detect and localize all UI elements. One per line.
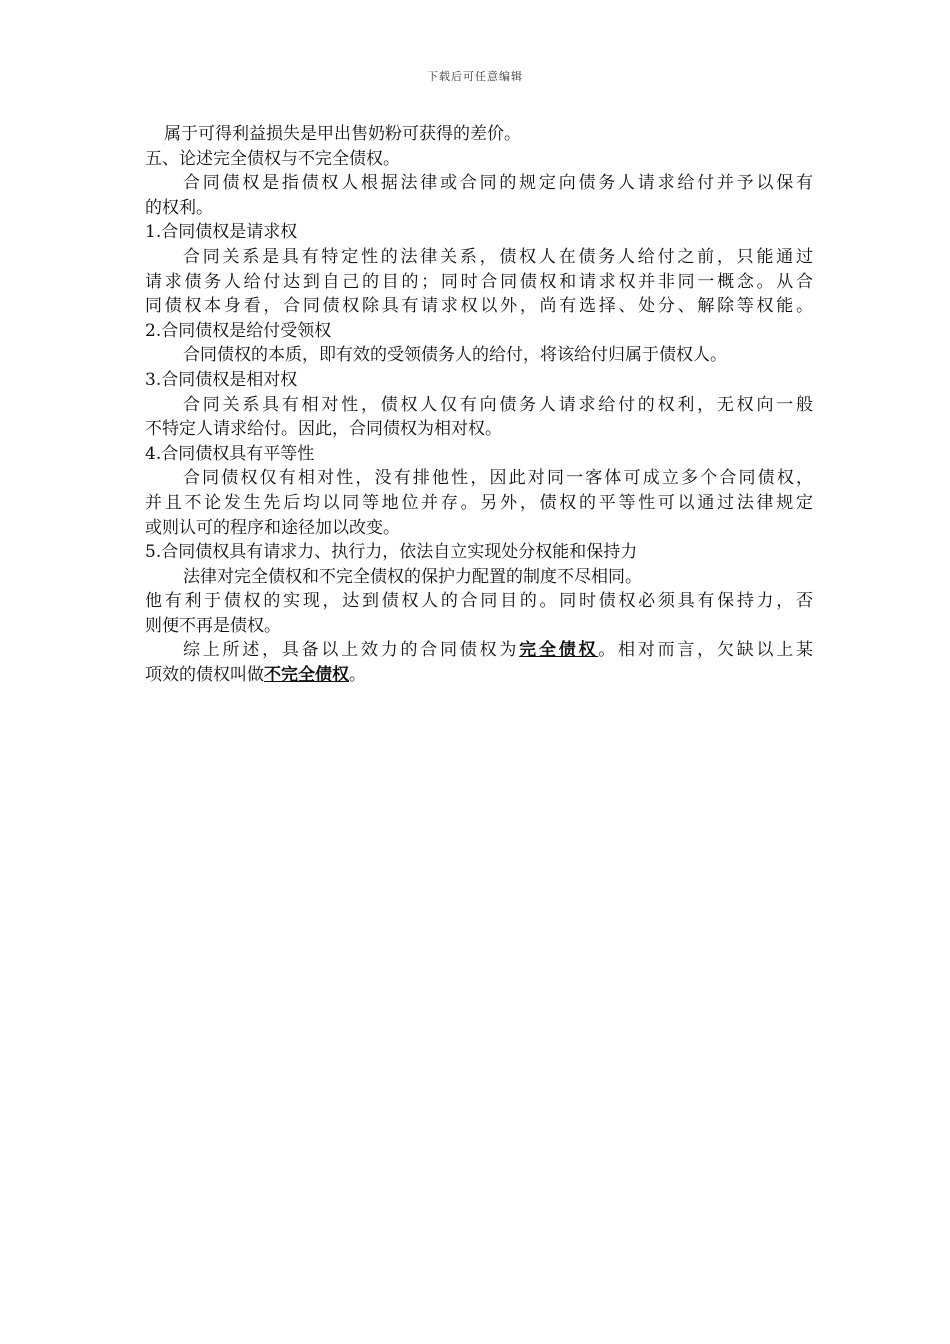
conclusion-text-pre: 综上所述，具备以上效力的合同债权为 [183,640,520,661]
conclusion-text-pre: 项效的债权叫做 [145,665,264,686]
document-body [145,122,813,688]
subheading: 3.合同债权是相对权 [145,369,298,390]
text-line: 不特定人请求给付。因此，合同债权为相对权。 [145,419,502,440]
text-line: 合同债权是指债权人根据法律或合同的规定向债务人请求给付并予以保有 [183,173,813,194]
conclusion-text-post: 。相对而言，欠缺以上某 [598,640,814,661]
term-incomplete-claim: 不完全债权 [264,665,349,686]
text-line: 合同关系具有相对性，债权人仅有向债务人请求给付的权利，无权向一般 [183,394,813,415]
subheading: 4.合同债权具有平等性 [145,443,315,464]
text-line: 同债权本身看，合同债权除具有请求权以外，尚有选择、处分、解除等权能。 [145,296,813,317]
conclusion-line [145,638,813,663]
term-complete-claim: 完全债权 [519,640,599,661]
subheading: 1.合同债权是请求权 [145,222,298,243]
text-line: 法律对完全债权和不完全债权的保护力配置的制度不尽相同。 [183,566,642,587]
conclusion-text-post: 。 [349,665,366,686]
text-line: 并且不论发生先后均以同等地位并存。另外，债权的平等性可以通过法律规定 [145,492,813,513]
page-header: 下载后可任意编辑 [427,70,523,83]
text-line: 的权利。 [145,197,213,218]
subheading: 5.合同债权具有请求力、执行力，依法自立实现处分权能和保持力 [145,542,638,563]
text-line: 合同债权的本质，即有效的受领债务人的给付，将该给付归属于债权人。 [183,345,727,366]
text-line: 请求债务人给付达到自己的目的；同时合同债权和请求权并非同一概念。从合 [145,271,813,292]
text-line: 合同关系是具有特定性的法律关系，债权人在债务人给付之前，只能通过 [183,246,813,267]
text-line: 属于可得利益损失是甲出售奶粉可获得的差价。 [164,124,521,144]
text-line: 则便不再是债权。 [145,615,281,636]
section-heading: 五、论述完全债权与不完全债权。 [145,148,400,169]
text-line: 或则认可的程序和途径加以改变。 [145,517,400,538]
text-line: 他有利于债权的实现，达到债权人的合同目的。同时债权必须具有保持力，否 [145,591,813,612]
conclusion-line [145,663,813,688]
subheading: 2.合同债权是给付受领权 [145,320,332,341]
text-line: 合同债权仅有相对性，没有排他性，因此对同一客体可成立多个合同债权， [183,468,813,489]
